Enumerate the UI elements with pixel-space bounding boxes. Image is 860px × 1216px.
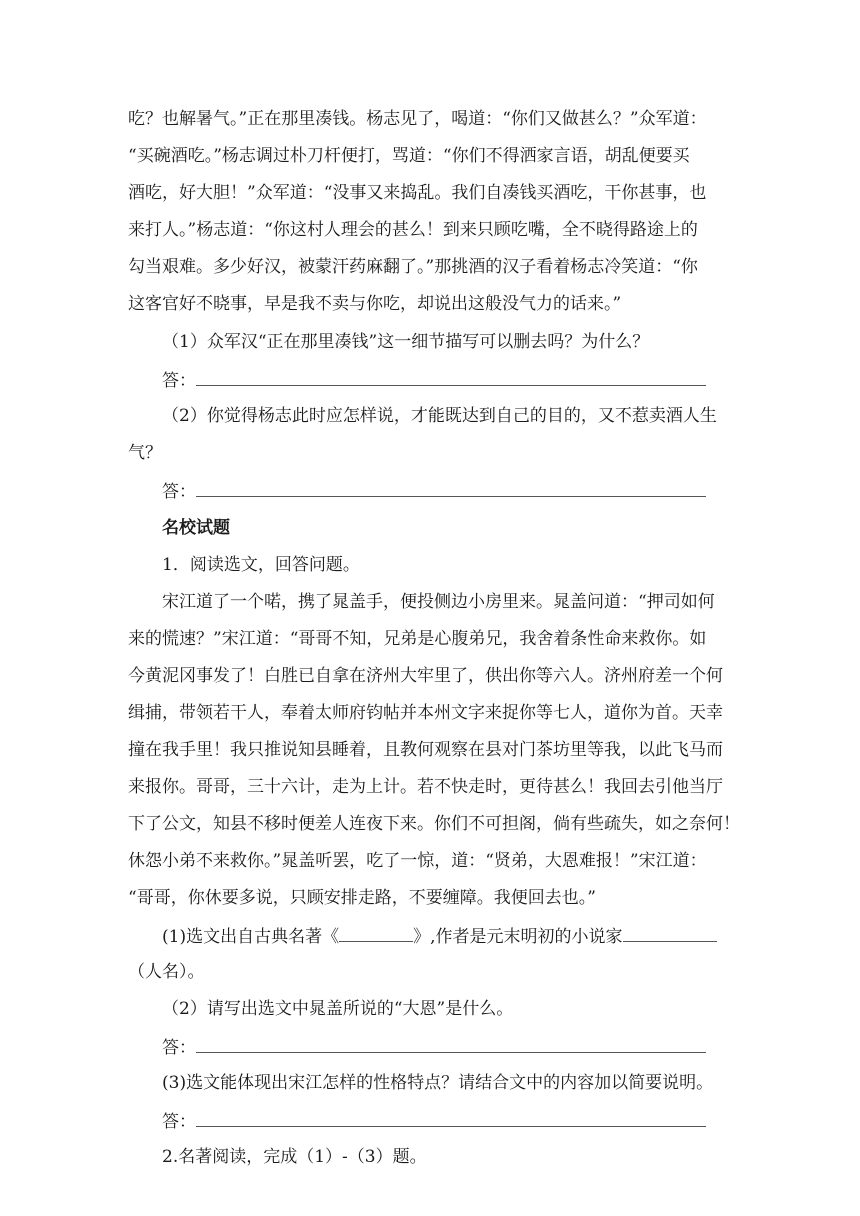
passage2-line: 休怨小弟不来救你。”晁盖听罢，吃了一惊，道：“贤弟，大恩难报！”宋江道： (128, 851, 707, 871)
sub-question-1-end: （人名）。 (128, 962, 205, 982)
answer-label: 答： (162, 1038, 196, 1058)
answer-label: 答： (162, 482, 196, 502)
question-2-line2: 气？ (128, 443, 162, 463)
answer-blank[interactable] (196, 1108, 706, 1127)
question-1: （1）众军汉“正在那里凑钱”这一细节描写可以删去吗？为什么？ (162, 332, 650, 352)
passage2-line: 来的慌速？”宋江道：“哥哥不知，兄弟是心腹弟兄，我舍着条性命来救你。如 (128, 629, 707, 649)
passage2-line: 下了公文，知县不移时便差人连夜下来。你们不可担阁，倘有些疏失，如之奈何！ (128, 814, 740, 834)
passage2-line: 来报你。哥哥，三十六计，走为上计。若不快走时，更待甚么！我回去引他当厅 (128, 777, 723, 797)
answer-row-1 (162, 367, 706, 393)
item-2-heading: 2.名著阅读，完成（1）-（3）题。 (162, 1147, 427, 1167)
passage-line: 这客官好不晓事，早是我不卖与你吃，却说出这般没气力的话来。” (128, 294, 622, 314)
answer-row-3 (162, 1034, 706, 1060)
passage-line: 来打人。”杨志道：“你这村人理会的甚么！到来只顾吃嘴，全不晓得路途上的 (128, 220, 698, 240)
sub-question-1-text-a: (1)选文出自古典名著《 (162, 927, 340, 947)
passage-line: 勾当艰难。多少好汉，被蒙汗药麻翻了。”那挑酒的汉子看着杨志冷笑道：“你 (128, 257, 698, 277)
answer-blank[interactable] (196, 1034, 706, 1053)
answer-label: 答： (162, 1112, 196, 1132)
passage2-line: 撞在我手里！我只推说知县睡着，且教何观察在县对门茶坊里等我，以此飞马而 (128, 740, 723, 760)
answer-blank[interactable] (196, 367, 706, 386)
passage2-line: 今黄泥冈事发了！白胜已自拿在济州大牢里了，供出你等六人。济州府差一个何 (128, 666, 723, 686)
passage2-line: 宋江道了一个喏，携了晁盖手，便投侧边小房里来。晁盖问道：“押司如何 (162, 592, 715, 612)
passage-line: 吃？也解暑气。”正在那里凑钱。杨志见了，喝道：“你们又做甚么？”众军道： (128, 109, 707, 129)
answer-row-2 (162, 478, 706, 504)
answer-blank[interactable] (196, 478, 706, 497)
author-blank[interactable] (623, 923, 717, 942)
sub-question-1-text-b: 》,作者是元末明初的小说家 (413, 927, 623, 947)
question-2-line1: （2）你觉得杨志此时应怎样说，才能既达到自己的目的，又不惹卖酒人生 (162, 406, 717, 426)
sub-question-3: (3)选文能体现出宋江怎样的性格特点？请结合文中的内容加以简要说明。 (162, 1073, 714, 1093)
passage2-line: “哥哥，你休要多说，只顾安排走路，不要缠障。我便回去也。” (128, 888, 596, 908)
book-title-blank[interactable] (339, 923, 413, 942)
section-title: 名校试题 (162, 518, 230, 538)
answer-label: 答： (162, 371, 196, 391)
item-1-heading: 1．阅读选文，回答问题。 (162, 555, 360, 575)
passage2-line: 缉捕，带领若干人，奉着太师府钧帖并本州文字来捉你等七人，道你为首。天幸 (128, 703, 723, 723)
sub-question-2: （2）请写出选文中晁盖所说的“大恩”是什么。 (162, 999, 514, 1019)
answer-row-4 (162, 1108, 706, 1134)
sub-question-1 (162, 923, 717, 949)
passage-line: 酒吃，好大胆！”众军道：“没事又来捣乱。我们自凑钱买酒吃，干你甚事，也 (128, 183, 707, 203)
passage-line: “买碗酒吃。”杨志调过朴刀杆便打，骂道：“你们不得洒家言语，胡乱便要买 (128, 146, 690, 166)
